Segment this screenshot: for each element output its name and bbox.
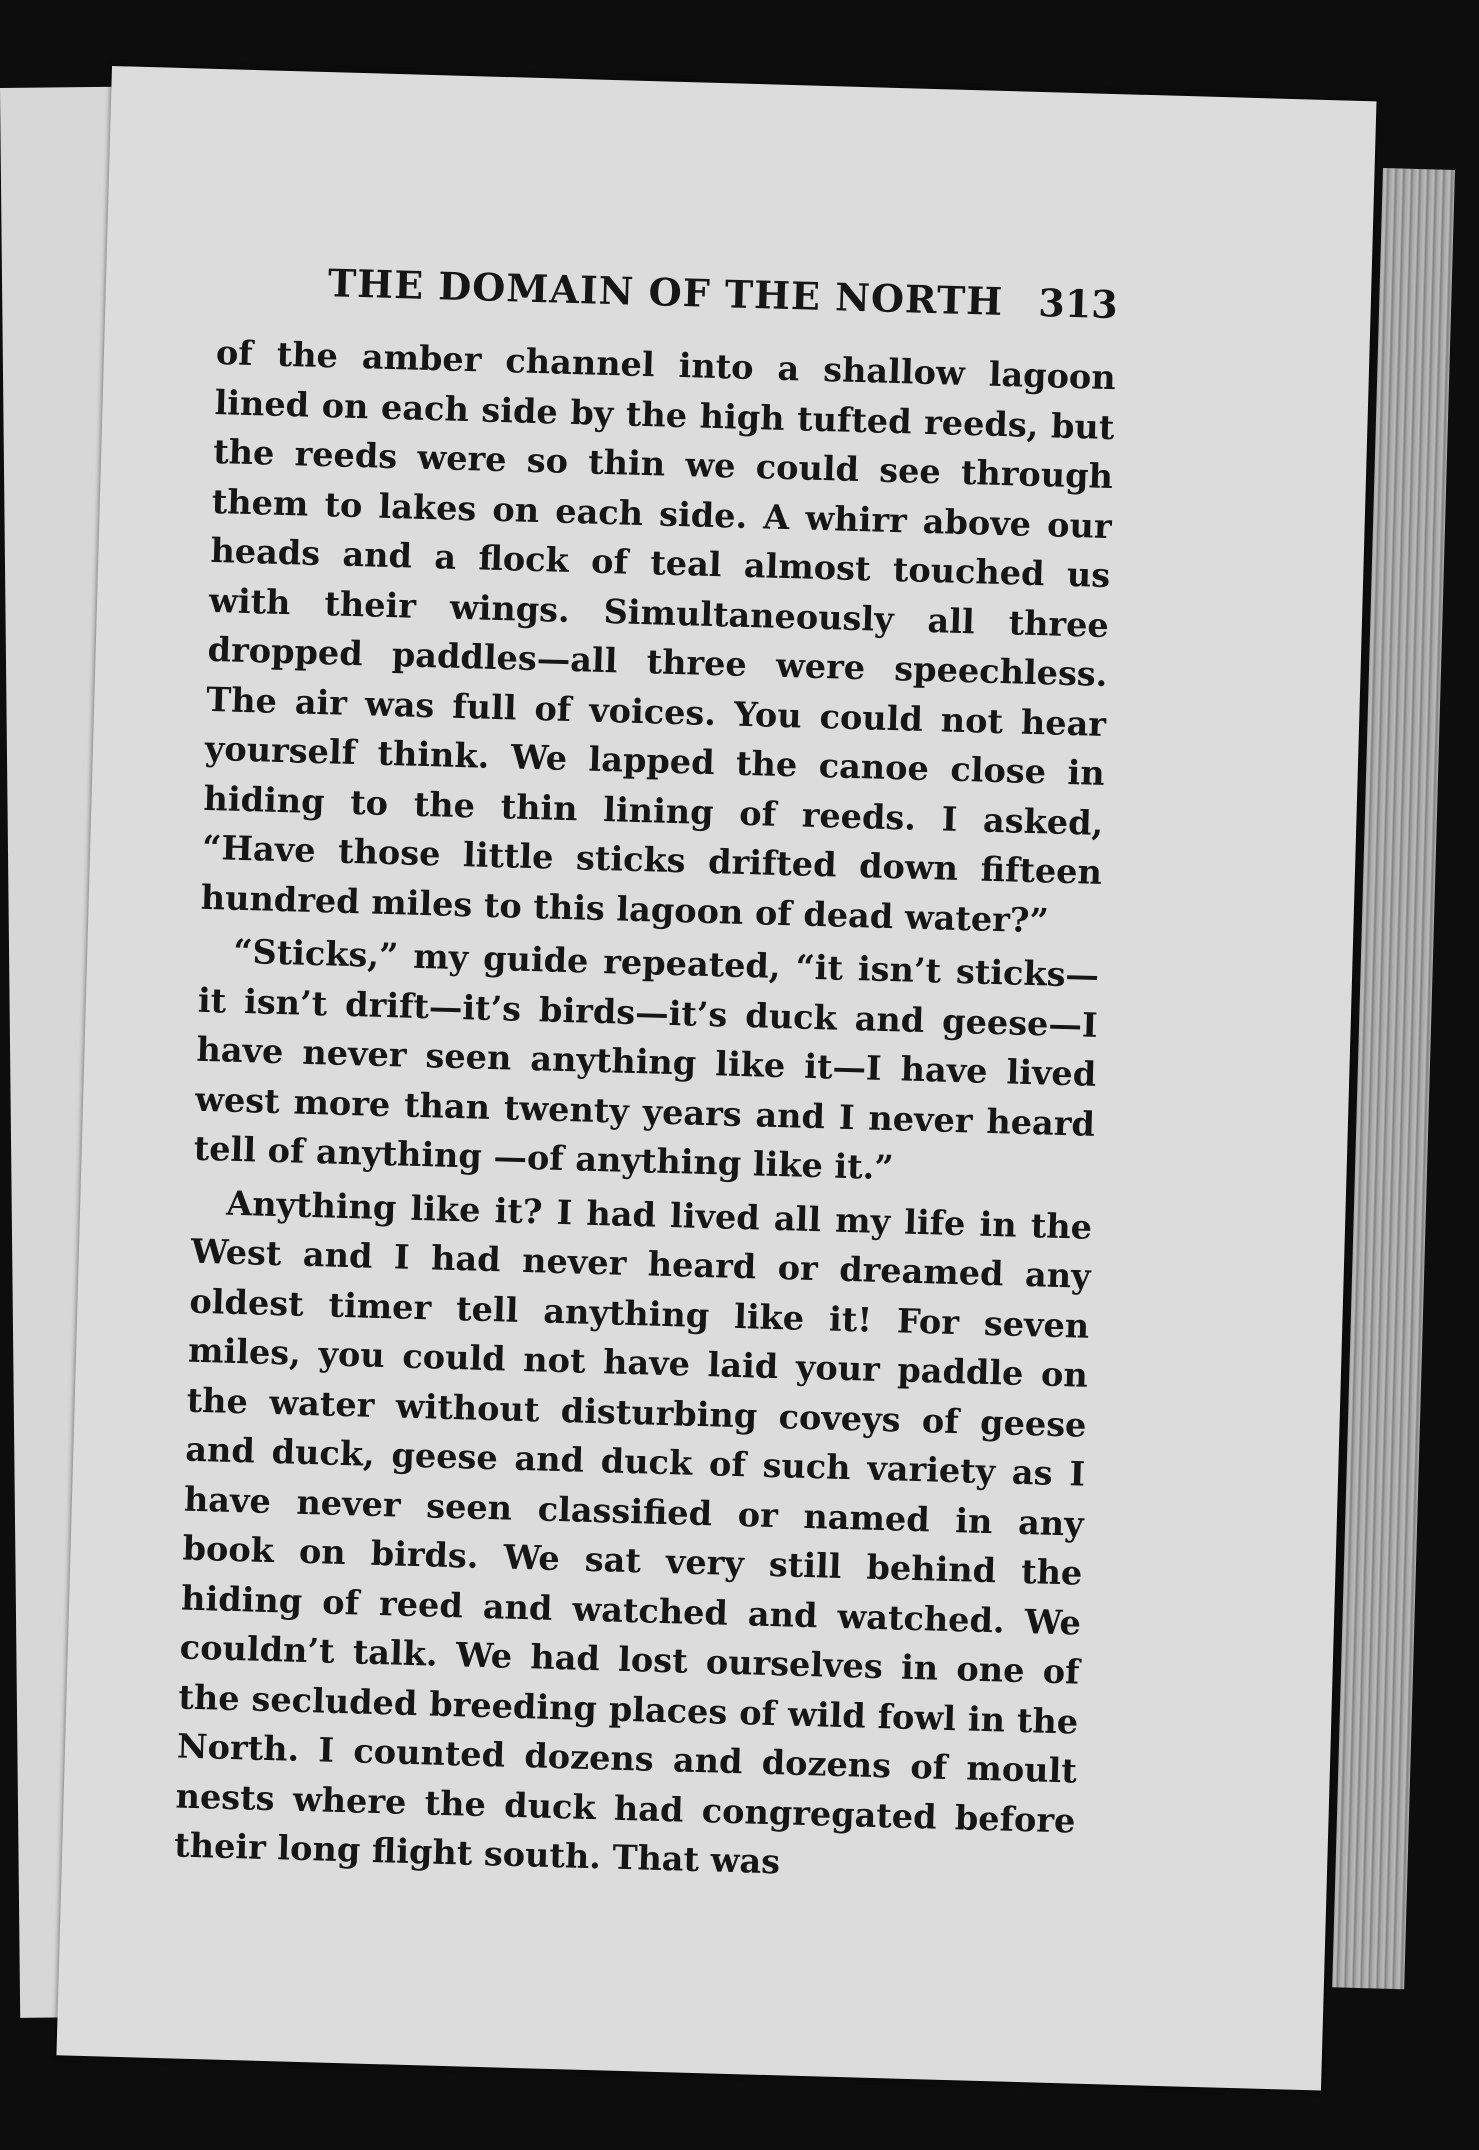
running-head <box>217 257 1118 327</box>
paragraph-3: Anything like it? I had lived all my life in the West and I had never heard or dreamed any oldest timer tell anything like it! For seven miles, you could not have laid your paddle on the water without disturbing coveys of geese and duck, geese and duck of such variety as I have never seen classified or named in any book on birds. We sat very still behind the hiding of reed and watched and watched. We couldn’t talk. We had lost ourselves in one of the secluded breeding places of wild fowl in the North. I counted dozens and dozens of moult nests where the duck had congregated before their long flight south. That was <box>173 1183 1093 1882</box>
text-block <box>174 257 1119 1895</box>
paragraph-2: “Sticks,” my guide repeated, “it isn’t sticks—it isn’t drift—it’s birds—it’s duck and geese—I have never seen anything like it—I have lived west more than twenty years and I never heard tell of anything —of anything like it.” <box>193 931 1100 1188</box>
page-number: 313 <box>1037 279 1119 328</box>
paragraph-1: of the amber channel into a shallow lagoon lined on each side by the high tufted reeds, but the reeds were so thin we could see through them to lakes on each side. A whirr above our heads and a flock of teal almost touched us with their wings. Simultaneously all three dropped paddles—all three were speechless. The air was full of voices. You could not hear yourself think. We lapped the canoe close in hiding to the thin lining of reeds. I asked, “Have those little sticks drifted down fifteen hundred miles to this lagoon of dead water?” <box>200 333 1117 940</box>
running-title: THE DOMAIN OF THE NORTH <box>327 260 1004 324</box>
book-page <box>56 66 1376 2091</box>
